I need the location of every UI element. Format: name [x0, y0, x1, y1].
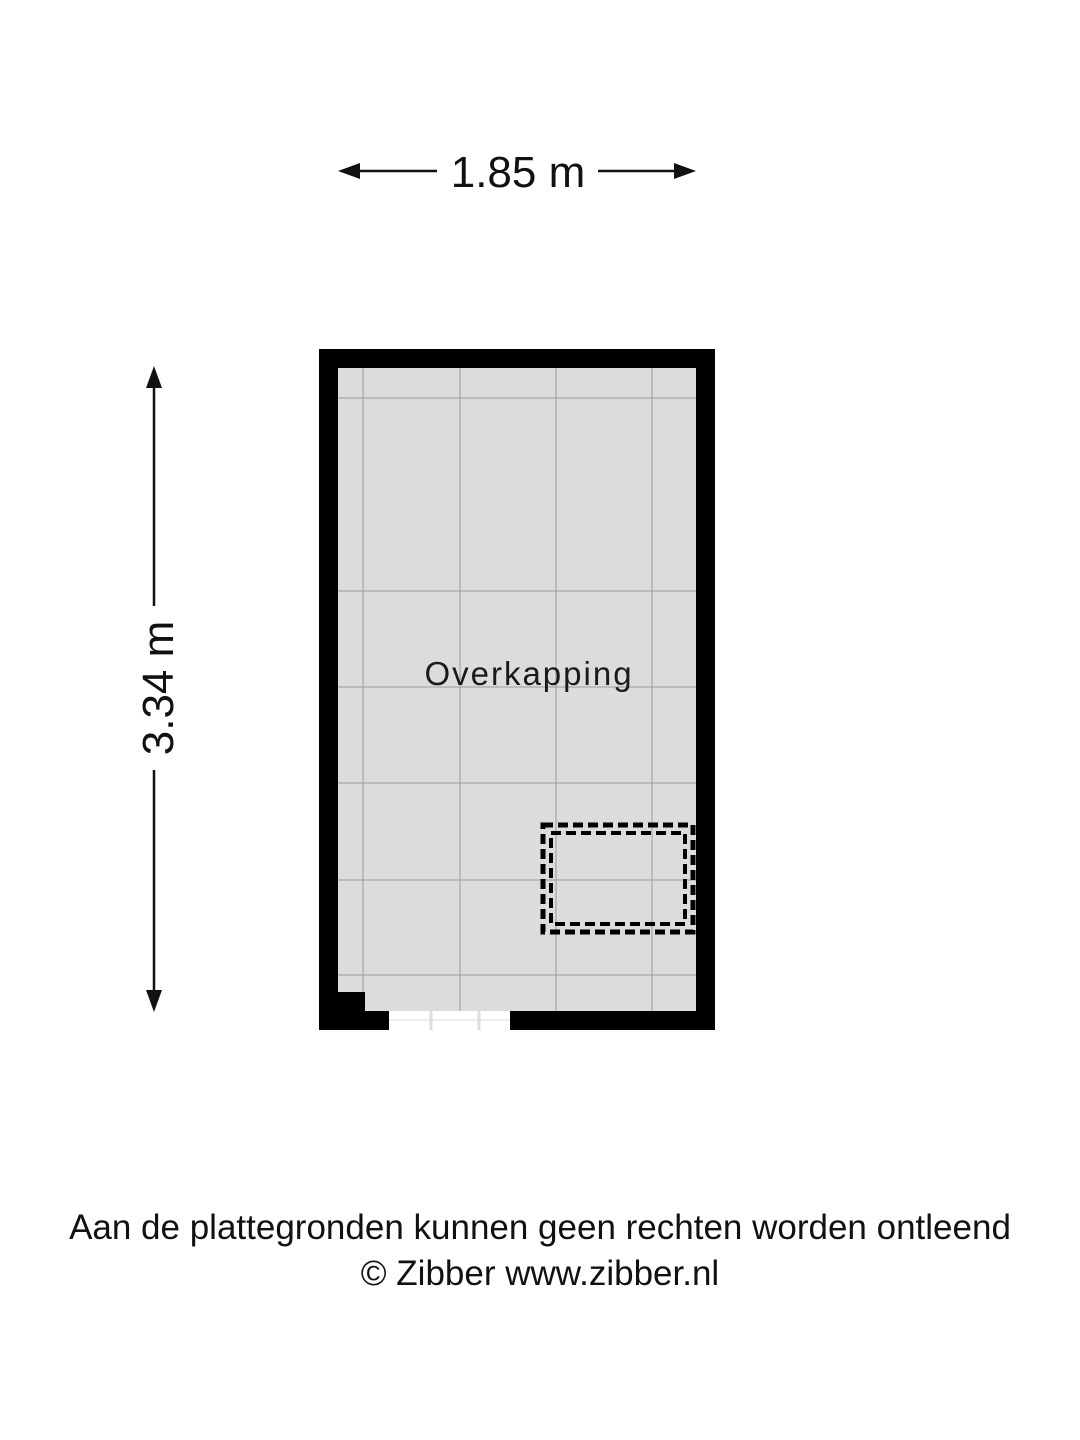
- width-dimension-label: 1.85 m: [450, 148, 586, 197]
- height-arrowhead-top: [146, 366, 162, 388]
- room-overkapping: [319, 349, 715, 1030]
- disclaimer-text: Aan de plattegronden kunnen geen rechten worden ontleend: [69, 1208, 1011, 1247]
- width-dimension: [338, 148, 696, 197]
- height-arrowhead-bottom: [146, 990, 162, 1012]
- height-dimension: [134, 366, 183, 1012]
- door-opening: [389, 1011, 510, 1030]
- height-dimension-label: 3.34 m: [134, 620, 183, 756]
- width-arrowhead-right: [674, 163, 696, 179]
- wall-column: [338, 992, 365, 1012]
- room-label: Overkapping: [424, 655, 634, 692]
- copyright-text: © Zibber www.zibber.nl: [360, 1254, 720, 1293]
- width-arrowhead-left: [338, 163, 360, 179]
